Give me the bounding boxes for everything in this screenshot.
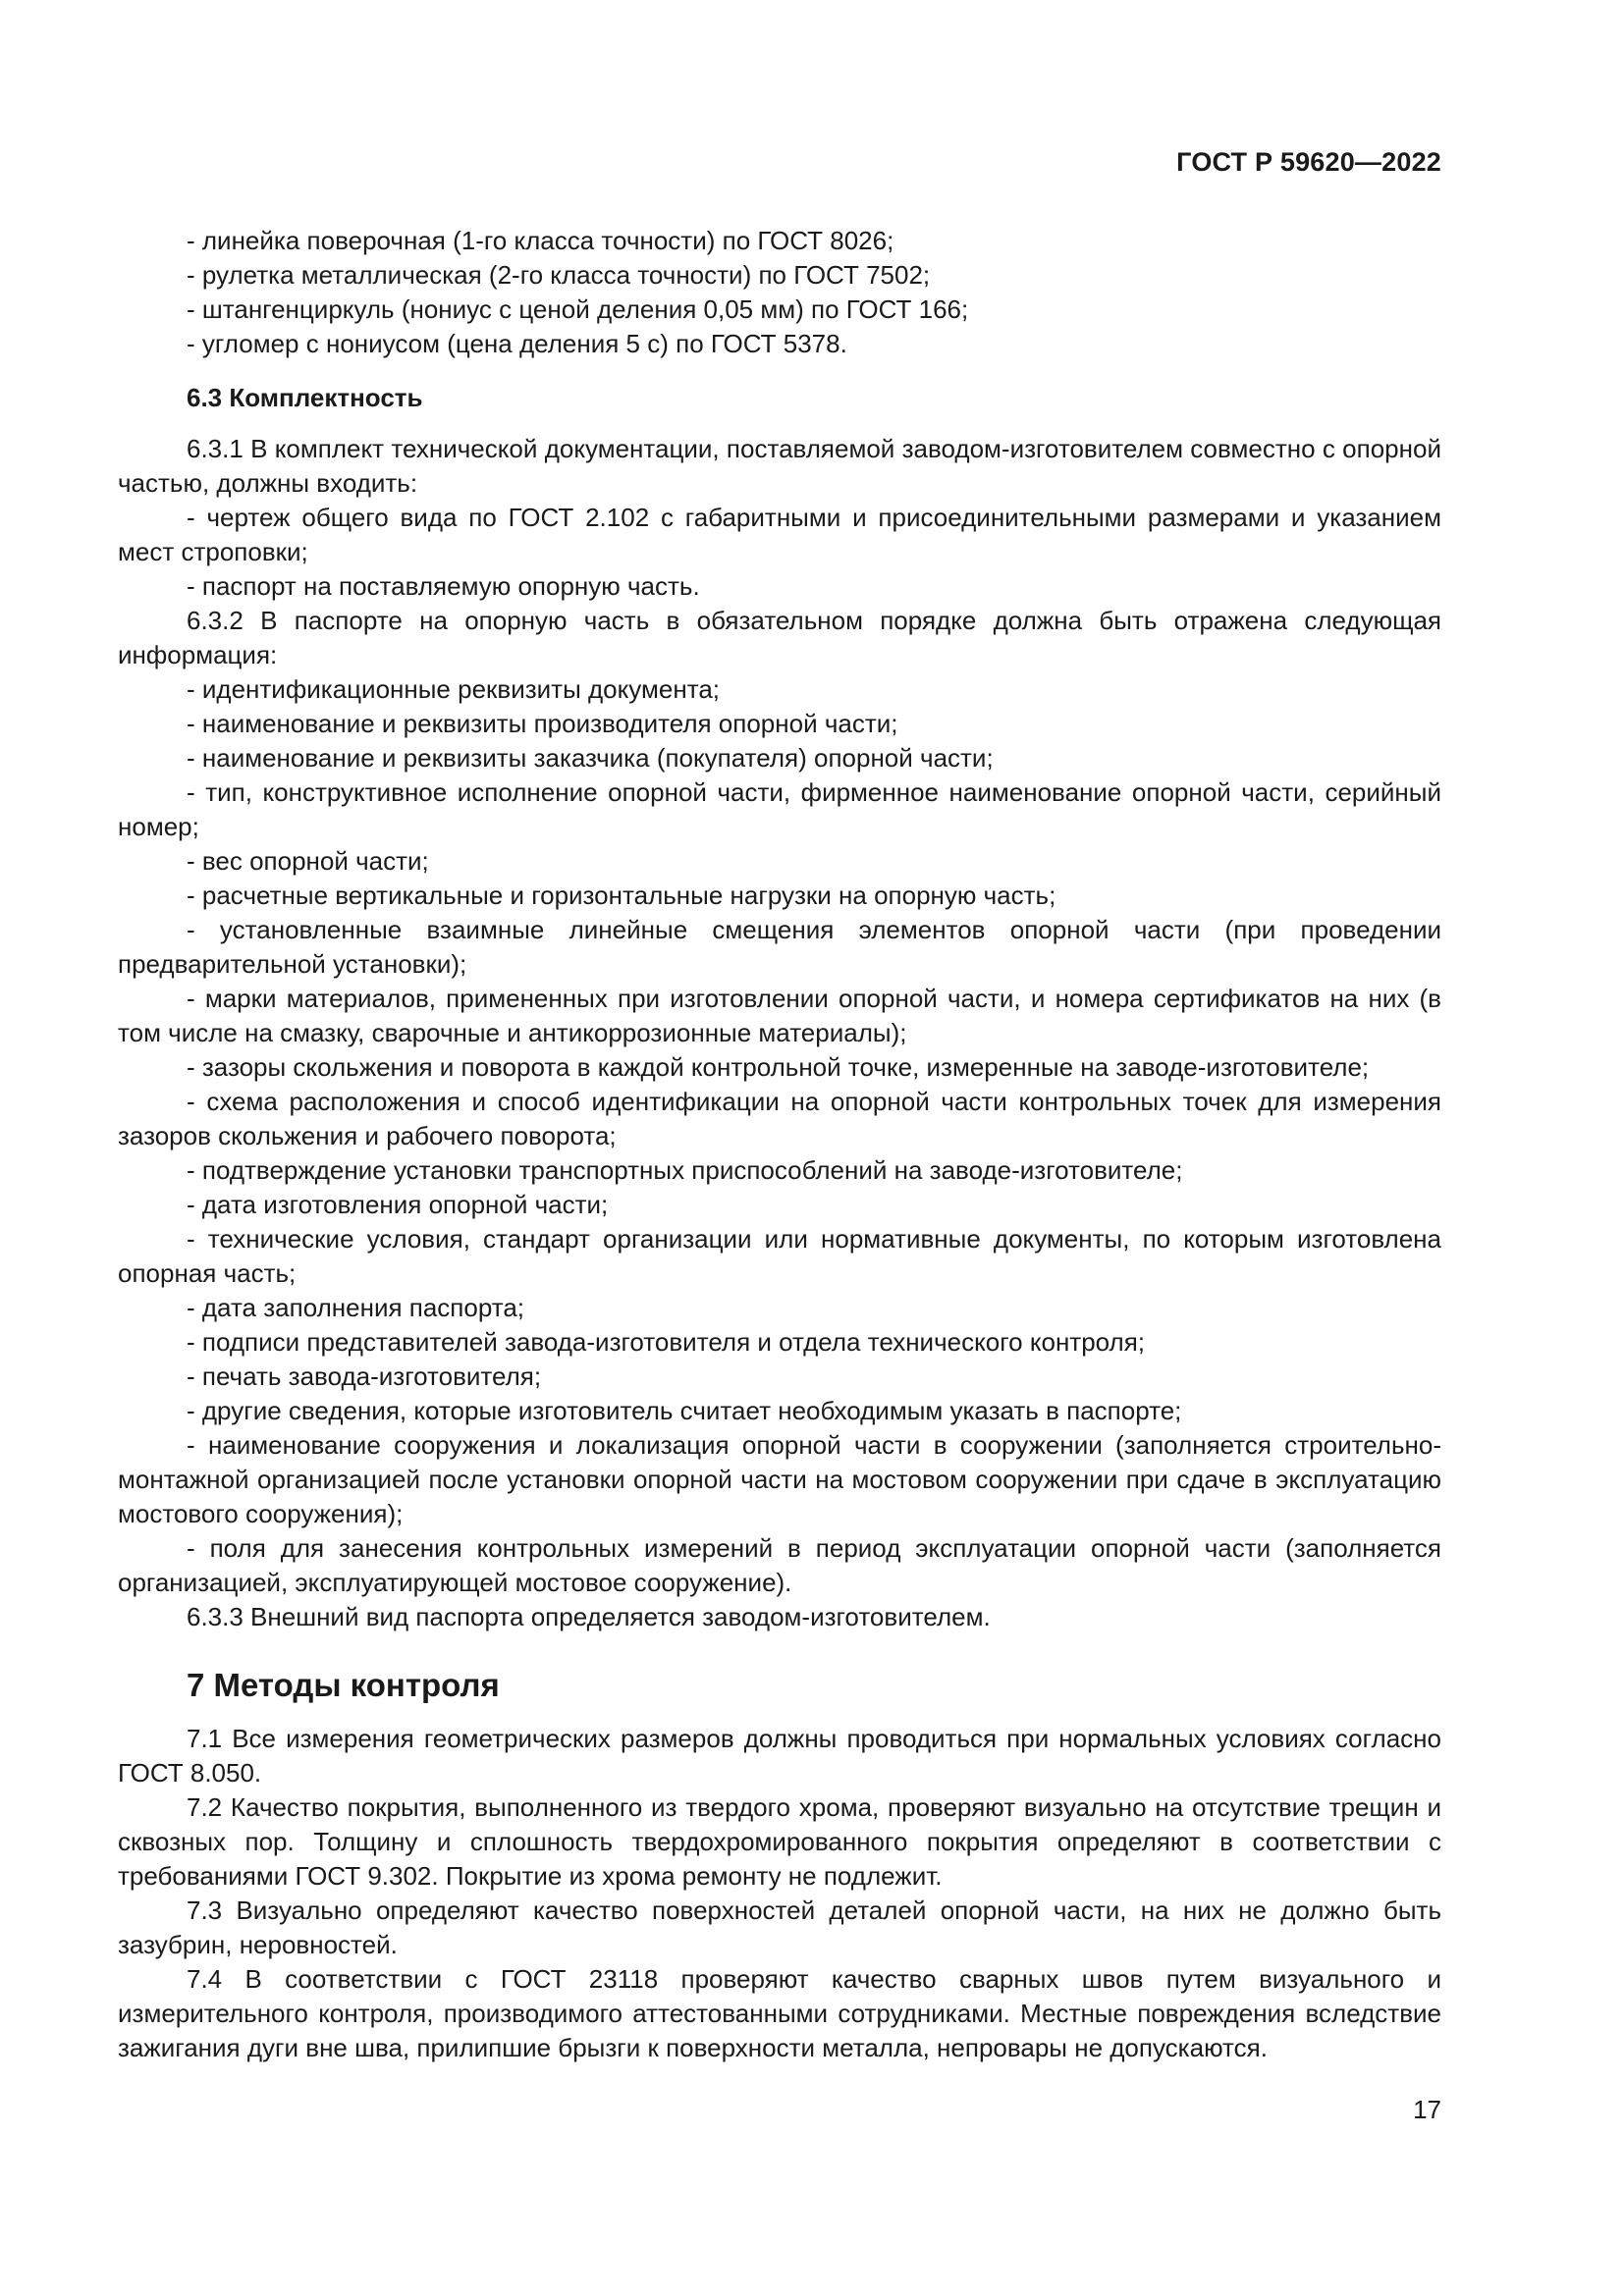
paragraph: 7.1 Все измерения геометрических размеров должны проводиться при нормальных условиях согласно ГОСТ 8.050. [118,1724,1441,1788]
list-item: - наименование и реквизиты заказчика (покупателя) опорной части; [187,743,994,773]
list-item: - поля для занесения контрольных измерений в период эксплуатации опорной части (заполняется организацией, эксплуатирующей мостовое сооружение). [118,1533,1441,1597]
section-heading-6-3: 6.3 Комплектность [187,383,423,412]
list-item: - схема расположения и способ идентификации на опорной части контрольных точек для измерения зазоров скольжения и рабочего поворота; [118,1087,1441,1150]
paragraph: 6.3.2 В паспорте на опорную часть в обязательном порядке должна быть отражена следующая информация: [118,606,1441,669]
paragraph: 7.2 Качество покрытия, выполненного из твердого хрома, проверяют визуально на отсутствие трещин и сквозных пор. Толщину и сплошность твердохромированного покрытия определяют в соответствии с требованиями ГОСТ 9.302. Покрытие из хрома ремонту не подлежит. [118,1792,1441,1891]
page-content [118,224,1441,2065]
list-item: - вес опорной части; [187,846,429,876]
paragraph: 6.3.1 В комплект технической документации, поставляемой заводом-изготовителем совместно с опорной частью, должны входить: [118,434,1441,498]
list-item: - линейка поверочная (1-го класса точности) по ГОСТ 8026; [187,226,894,255]
list-item: - наименование и реквизиты производителя опорной части; [187,709,898,738]
list-item: - установленные взаимные линейные смещения элементов опорной части (при проведении предварительной установки); [118,915,1441,979]
list-item: - марки материалов, примененных при изготовлении опорной части, и номера сертификатов на них (в том числе на смазку, сварочные и антикоррозионные материалы); [118,984,1441,1047]
list-item: - подтверждение установки транспортных приспособлений на заводе-изготовителе; [187,1155,1183,1185]
list-item: - расчетные вертикальные и горизонтальные нагрузки на опорную часть; [187,881,1056,910]
list-item: - дата изготовления опорной части; [187,1190,609,1219]
paragraph: 7.3 Визуально определяют качество поверхностей деталей опорной части, на них не должно быть зазубрин, неровностей. [118,1896,1441,1959]
list-item: - технические условия, стандарт организации или нормативные документы, по которым изготовлена опорная часть; [118,1224,1441,1288]
page-number: 17 [1413,2095,1441,2124]
list-item: - наименование сооружения и локализация опорной части в сооружении (заполняется строительно-монтажной организацией после установки опорной части на мостовом сооружении при сдаче в эксплуатацию мостового сооружения); [118,1430,1441,1528]
list-item: - рулетка металлическая (2-го класса точности) по ГОСТ 7502; [187,260,931,290]
section-heading-7: 7 Методы контроля [187,1667,500,1703]
list-item: - паспорт на поставляемую опорную часть. [187,571,700,601]
list-item: - идентификационные реквизиты документа; [187,674,721,704]
list-item: - штангенциркуль (нониус с ценой деления 0,05 мм) по ГОСТ 166; [187,294,969,324]
list-item: - чертеж общего вида по ГОСТ 2.102 с габаритными и присоединительными размерами и указанием мест строповки; [118,503,1441,566]
list-item: - другие сведения, которые изготовитель считает необходимым указать в паспорте; [187,1396,1182,1425]
list-item: - печать завода-изготовителя; [187,1362,542,1391]
list-item: - тип, конструктивное исполнение опорной части, фирменное наименование опорной части, серийный номер; [118,777,1441,841]
list-item: - подписи представителей завода-изготовителя и отдела технического контроля; [187,1327,1146,1357]
list-item: - дата заполнения паспорта; [187,1293,525,1322]
list-item: - угломер с нониусом (цена деления 5 с) по ГОСТ 5378. [187,329,847,358]
list-item: - зазоры скольжения и поворота в каждой контрольной точке, измеренные на заводе-изготовителе; [187,1052,1370,1082]
paragraph: 6.3.3 Внешний вид паспорта определяется заводом-изготовителем. [187,1602,991,1631]
document-id-header: ГОСТ Р 59620—2022 [1176,147,1441,177]
paragraph: 7.4 В соответствии с ГОСТ 23118 проверяют качество сварных швов путем визуального и измерительного контроля, производимого аттестованными сотрудниками. Местные повреждения вследствие зажигания дуги вне шва, прилипшие брызги к поверхности металла, непровары не допускаются. [118,1964,1441,2062]
